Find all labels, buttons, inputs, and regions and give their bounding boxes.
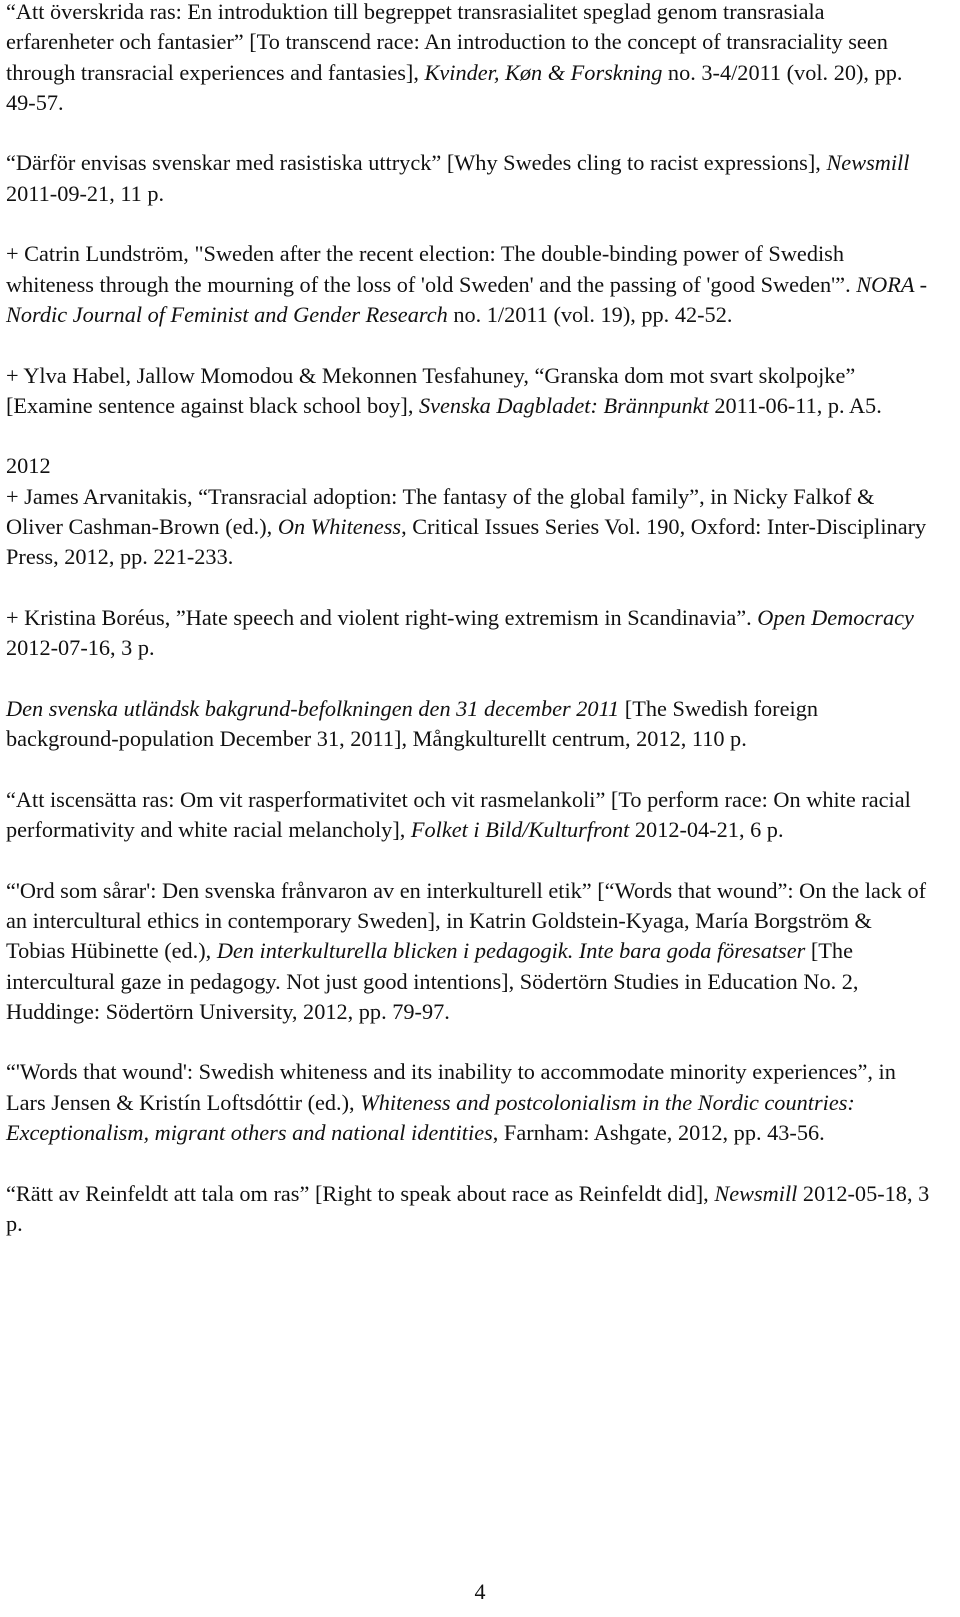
- citation-text: [The intercultural gaze in pedagogy. Not just good intentions], Södertörn Studies in Education No. 2, Huddinge: Södertörn University, 2012, pp. 79-97.: [6, 938, 859, 1024]
- citation-text: + Catrin Lundström, "Sweden after the recent election: The double-binding power of Swedish whiteness through the mourning of the loss of 'old Sweden' and the passing of 'good Sweden'”.: [6, 241, 857, 297]
- bibliography-list: [6, 0, 934, 1269]
- citation-text: no. 3-4/2011 (vol. 20), pp. 49-57.: [6, 59, 903, 115]
- citation-text: “Att överskrida ras: En introduktion till begreppet transrasialitet speglad genom transrasiala erfarenheter och fantasier” [To transcend race: An introduction to the concept of transraciality seen through transracial experiences and fantasies],: [6, 0, 888, 85]
- citation-text: “'Words that wound': Swedish whiteness and its inability to accommodate minority experiences”, in Lars Jensen & Kristín Loftsdóttir (ed.),: [6, 1059, 896, 1115]
- citation-text: “Rätt av Reinfeldt att tala om ras” [Right to speak about race as Reinfeldt did],: [6, 1180, 715, 1206]
- citation-entry: [6, 148, 934, 209]
- citation-title: Den svenska utländsk bakgrund-befolkningen den 31 december 2011: [6, 695, 620, 721]
- citation-text: [The Swedish foreign background-population December 31, 2011], Mångkulturellt centrum, 2012, 110 p.: [6, 695, 818, 752]
- citation-text: + Ylva Habel, Jallow Momodou & Mekonnen Tesfahuney, “Granska dom mot svart skolpojke” [Examine sentence against black school boy],: [6, 362, 856, 418]
- citation-title: Newsmill: [714, 1180, 798, 1206]
- citation-entry: [6, 361, 934, 422]
- citation-title: Folket i Bild/Kulturfront: [410, 817, 630, 843]
- citation-text: “'Ord som sårar': Den svenska frånvaron av en interkulturell etik” [“Words that wound”: On the lack of an intercultural ethics in contemporary Sweden], in Katrin Goldstein-Kyaga, María Borgström & Tobias Hübinette (ed.),: [6, 877, 927, 964]
- citation-text: “Därför envisas svenskar med rasistiska uttryck” [Why Swedes cling to racist expressions],: [6, 150, 827, 176]
- citation-text: 2012-07-16, 3 p.: [6, 635, 155, 661]
- citation-text: no. 1/2011 (vol. 19), pp. 42-52.: [447, 301, 733, 327]
- citation-text: 2011-06-11, p. A5.: [708, 392, 882, 418]
- citation-text: 2012-05-18, 3 p.: [6, 1180, 930, 1236]
- citation-title: NORA - Nordic Journal of Feminist and Gender Research: [6, 271, 928, 327]
- citation-title: Kvinder, Køn & Forskning: [424, 59, 663, 85]
- citation-entry: [6, 785, 934, 846]
- citation-entry: [6, 694, 934, 755]
- citation-entry: [6, 603, 934, 664]
- citation-title: Whiteness and postcolonialism in the Nordic countries: Exceptionalism, migrant others and national identities: [6, 1089, 855, 1145]
- citation-text: , Farnham: Ashgate, 2012, pp. 43-56.: [492, 1119, 825, 1145]
- citation-entry: [6, 876, 934, 1027]
- citation-text: , Critical Issues Series Vol. 190, Oxford: Inter-Disciplinary Press, 2012, pp. 221-233.: [6, 514, 927, 570]
- year-heading: [6, 451, 934, 481]
- citation-entry: [6, 1179, 934, 1240]
- citation-text: 2011-09-21, 11 p.: [6, 180, 165, 206]
- citation-text: + Kristina Boréus, ”Hate speech and violent right-wing extremism in Scandinavia”.: [6, 604, 758, 630]
- citation-title: Newsmill: [826, 150, 910, 176]
- citation-text: + James Arvanitakis, “Transracial adoption: The fantasy of the global family”, in Nicky Falkof & Oliver Cashman-Brown (ed.),: [6, 483, 875, 540]
- citation-entry: [6, 482, 934, 573]
- citation-title: Svenska Dagbladet: Brännpunkt: [418, 392, 709, 418]
- page-number: 4: [474, 1579, 486, 1604]
- citation-text: “Att iscensätta ras: Om vit rasperformativitet och vit rasmelankoli” [To perform race: On white racial performativity and white racial melancholy],: [6, 786, 911, 843]
- citation-entry: [6, 239, 934, 330]
- citation-title: Den interkulturella blicken i pedagogik. Inte bara goda föresatser: [216, 938, 806, 964]
- citation-text: 2012-04-21, 6 p.: [629, 817, 784, 843]
- citation-entry: [6, 0, 934, 118]
- citation-title: Open Democracy: [757, 604, 914, 630]
- citation-entry: [6, 1057, 934, 1148]
- citation-title: On Whiteness: [277, 514, 402, 540]
- year-heading-text: 2012: [6, 453, 51, 479]
